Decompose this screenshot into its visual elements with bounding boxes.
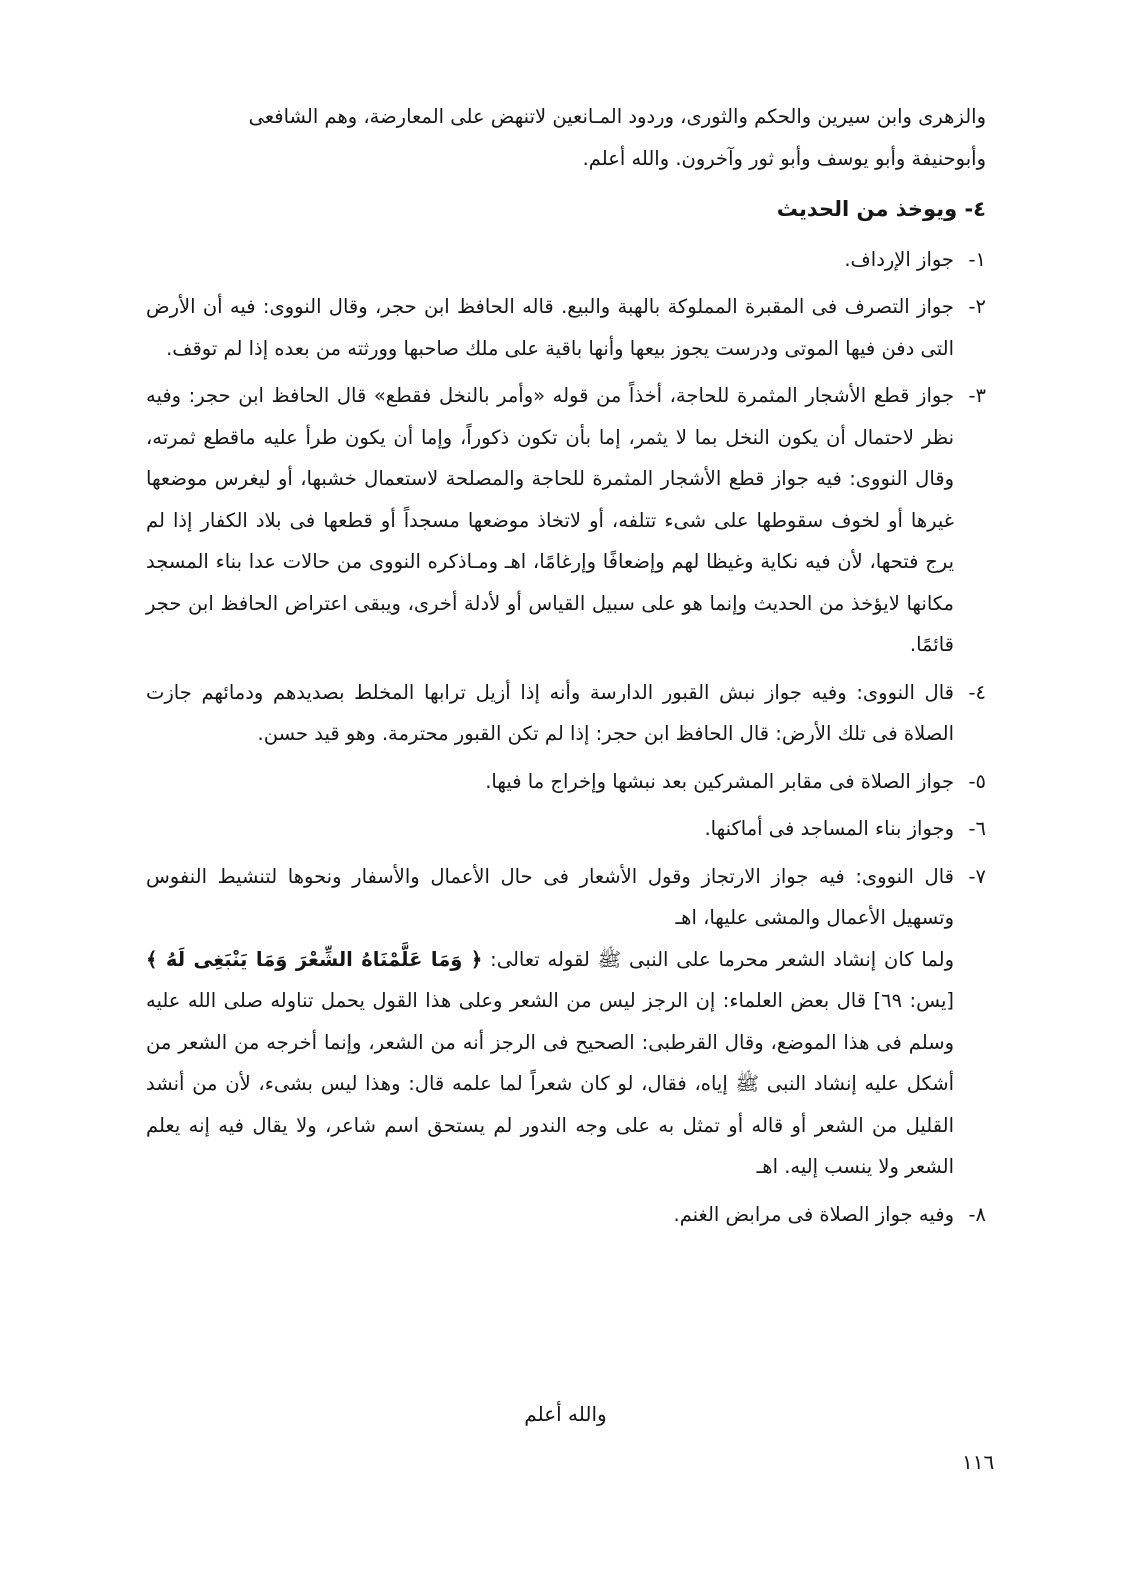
item-text: جواز التصرف فى المقبرة المملوكة بالهبة والبيع. قاله الحافظ ابن حجر، وقال النووى: فيه أن الأرض التى دفن فيها الموتى ودرست يجوز بيعها وأنها باقية على ملك صاحبها وورثته من بعده إذا لم توقف. — [146, 295, 954, 360]
intro-line-1: والزهرى وابن سيرين والحكم والثورى، وردود المـانعين لاتنهض على المعارضة، وهم الشافعى — [248, 105, 986, 128]
list-item — [146, 375, 986, 666]
item-text: جواز الإرداف. — [844, 247, 954, 271]
item-text: وفيه جواز الصلاة فى مرابض الغنم. — [673, 1202, 954, 1226]
item-number: ١- — [968, 247, 986, 271]
citation-intro: ولما كان إنشاد الشعر محرما على النبى ﷺ لقوله تعالى: — [490, 947, 954, 971]
item-text: وجواز بناء المساجد فى أماكنها. — [704, 817, 954, 840]
quran-verse: ﴿ وَمَا عَلَّمْنَاهُ الشِّعْرَ وَمَا يَنْبَغِى لَهُ ﴾ — [146, 947, 483, 971]
list-item — [146, 761, 986, 803]
list-item — [146, 808, 986, 850]
item-number: ٣- — [968, 384, 986, 407]
list-item — [146, 856, 986, 1188]
intro-line-2: وأبوحنيفة وأبو يوسف وأبو ثور وآخرون. والله أعلم. — [582, 146, 986, 170]
item-number: ٨- — [968, 1202, 986, 1226]
quran-citation-paragraph — [146, 939, 954, 1188]
section-heading: ٤- ويوخذ من الحديث — [776, 197, 986, 221]
closing-phrase: والله أعلم — [524, 1402, 607, 1426]
item-number: ٦- — [968, 817, 986, 840]
list-item — [146, 286, 986, 369]
item-text: جواز الصلاة فى مقابر المشركين بعد نبشها وإخراج ما فيها. — [485, 769, 954, 793]
page-body — [146, 96, 986, 1235]
item-number: ٥- — [968, 769, 986, 793]
item-body — [146, 856, 954, 1188]
list-item — [146, 1194, 986, 1236]
item-number: ٤- — [968, 680, 986, 704]
item-text: جواز قطع الأشجار المثمرة للحاجة، أخذاً من قوله «وأمر بالنخل فقطع» قال الحافظ ابن حجر: وفيه نظر لاحتمال أن يكون النخل بما لا يثمر، إما بأن تكون ذكوراً، وإما أن يكون طرأ عليه ماقطع ثمرته، وقال النووى: فيه جواز قطع الأشجار المثمرة للحاجة والمصلحة لاستعمال خشبها، أو ليغرس موضعها غيرها أو لخوف سقوطها على شىء تتلفه، أو لاتخاذ موضعها مسجداً أو قطعها فى بلاد الكفار إذا لم يرج فتحها، لأن فيه نكاية وغيظا لهم وإضعافًا وإرغامًا، اهـ ومـاذكره النووى من حالات عدا بناء المسجد مكانها لايؤخذ من الحديث وإنما هو على سبيل القياس أو لأدلة أخرى، ويبقى اعتراض الحافظ ابن حجر قائمًا. — [146, 384, 954, 656]
list-item — [146, 672, 986, 755]
list-item — [146, 239, 986, 281]
item-number: ٢- — [968, 295, 986, 318]
page-number: ١١٦ — [962, 1450, 995, 1474]
item-text: قال النووى: وفيه جواز نبش القبور الدارسة وأنه إذا أزيل ترابها المخلط بصديدهم ودمائهم جازت الصلاة فى تلك الأرض: قال الحافظ ابن حجر: إذا لم تكن القبور محترمة. وهو قيد حسن. — [146, 680, 954, 745]
item-number: ٧- — [968, 864, 986, 888]
item-text: قال النووى: فيه جواز الارتجاز وقول الأشعار فى حال الأعمال والأسفار ونحوها لتنشيط النفوس وتسهيل الأعمال والمشى عليها، اهـ — [146, 864, 954, 929]
citation-body: [يس: ٦٩] قال بعض العلماء: إن الرجز ليس من الشعر وعلى هذا القول يحمل تناوله صلى الله عليه وسلم فى هذا الموضع، وقال القرطبى: الصحيح فى الرجز أنه من الشعر، وإنما أخرجه من الشعر من أشكل عليه إنشاد النبى ﷺ إياه، فقال، لو كان شعراً لما علمه قال: وهذا ليس بشىء، لأن من أنشد القليل من الشعر أو قاله أو تمثل به على وجه الندور لم يستحق اسم شاعر، ولا يقال فيه إنه يعلم الشعر ولا ينسب إليه. اهـ — [146, 989, 954, 1178]
